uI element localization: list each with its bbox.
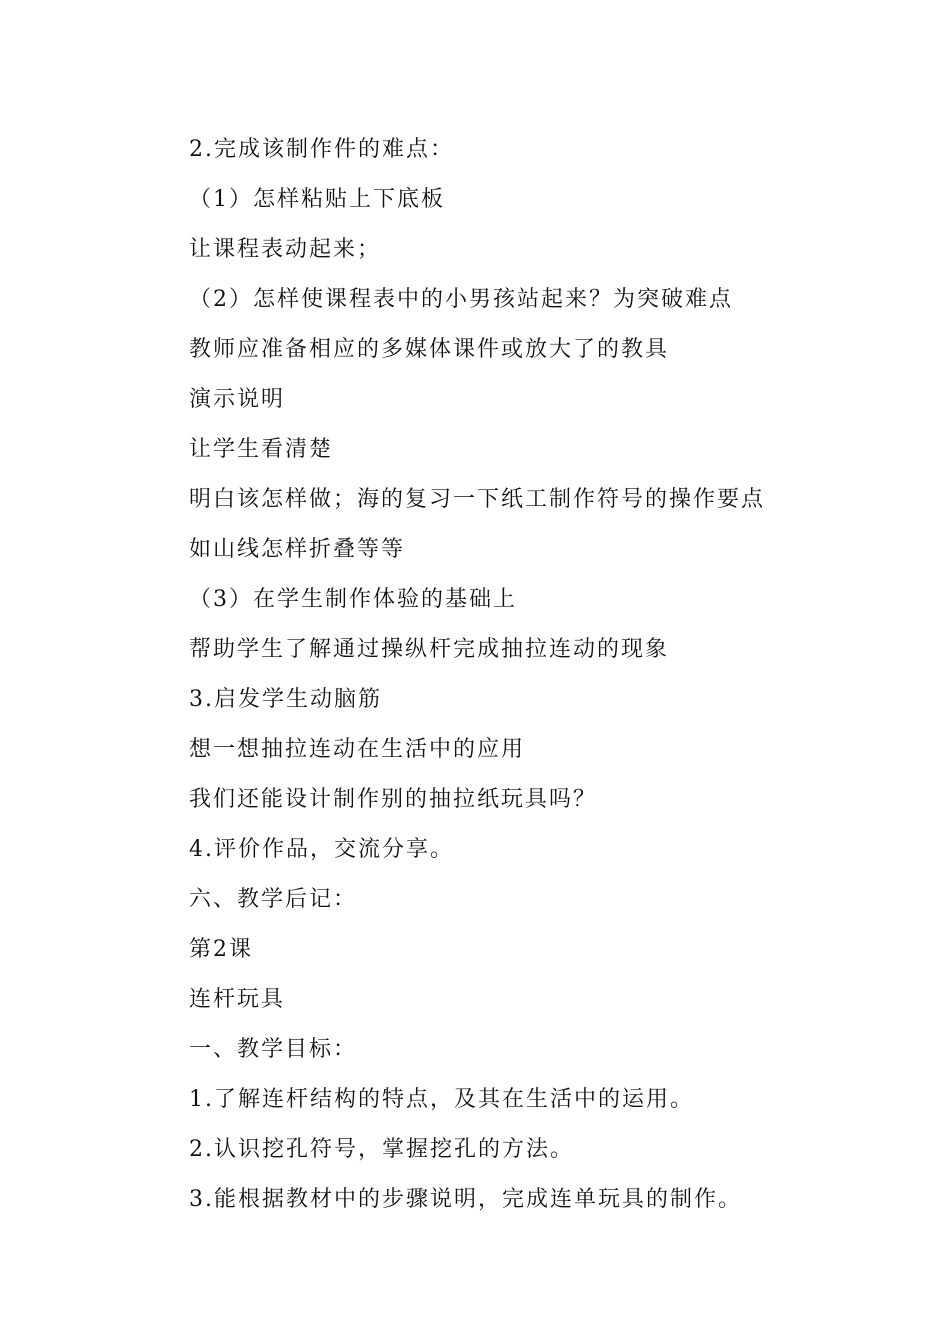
objective-item-1: 1.了解连杆结构的特点，及其在生活中的运用。 <box>189 1087 694 1112</box>
objective-item-3: 3.能根据教材中的步骤说明，完成连单玩具的制作。 <box>189 1187 742 1212</box>
text-line-difficulty-3: （3）在学生制作体验的基础上 <box>189 587 517 612</box>
text-line: 让学生看清楚 <box>189 437 334 462</box>
text-line: 帮助学生了解通过操纵杆完成抽拉连动的现象 <box>189 637 670 662</box>
text-line-step-3: 3.启发学生动脑筋 <box>189 687 382 712</box>
objective-item-2: 2.认识挖孔符号，掌握挖孔的方法。 <box>189 1137 574 1162</box>
text-line: 让课程表动起来； <box>189 237 382 262</box>
section-heading-postscript: 六、教学后记： <box>189 887 358 912</box>
text-line-difficulty-heading: 2.完成该制作件的难点： <box>189 137 454 162</box>
text-line: 我们还能设计制作别的抽拉纸玩具吗？ <box>189 787 598 812</box>
text-line-difficulty-1: （1）怎样粘贴上下底板 <box>189 187 445 212</box>
text-line: 如山线怎样折叠等等 <box>189 537 406 562</box>
text-line: 想一想抽拉连动在生活中的应用 <box>189 737 526 762</box>
lesson-title: 连杆玩具 <box>189 987 286 1012</box>
document-body <box>189 132 889 1232</box>
text-line: 演示说明 <box>189 387 286 412</box>
text-line-step-4: 4.评价作品，交流分享。 <box>189 837 454 862</box>
text-line: 教师应准备相应的多媒体课件或放大了的教具 <box>189 337 670 362</box>
section-heading-objectives: 一、教学目标： <box>189 1037 358 1062</box>
text-line-difficulty-2: （2）怎样使课程表中的小男孩站起来？为突破难点 <box>189 287 733 312</box>
text-line: 明白该怎样做；海的复习一下纸工制作符号的操作要点 <box>189 487 766 512</box>
lesson-number: 第2课 <box>189 937 253 962</box>
